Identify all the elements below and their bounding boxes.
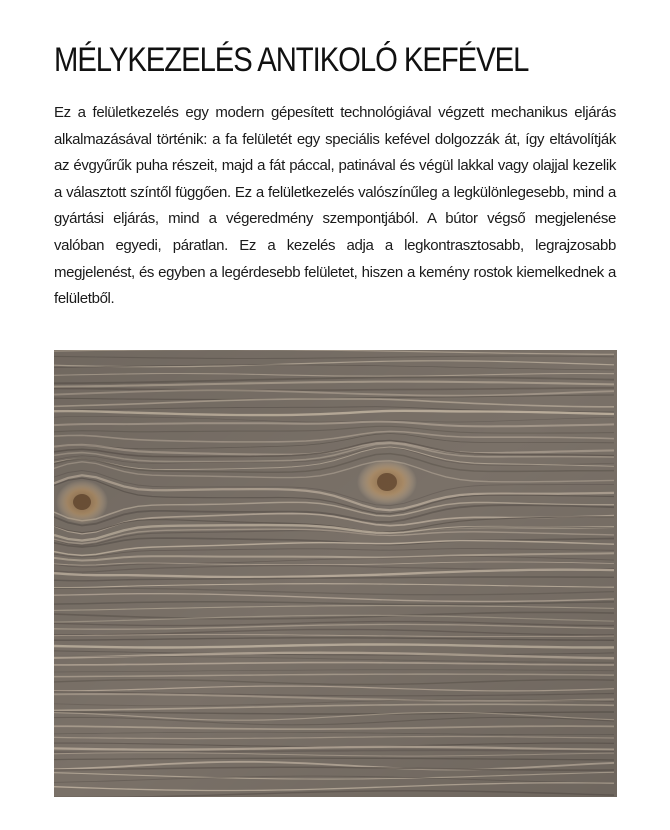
- article: [54, 38, 616, 308]
- page-title: MÉLYKEZELÉS ANTIKOLÓ KEFÉVEL: [54, 41, 529, 79]
- wood-texture-image: [54, 350, 617, 797]
- article-description: Ez a felületkezelés egy modern gépesített technológiával végzett mechanikus eljárás alkalmazásával történik: a fa felületét egy speciális kefével dolgozzák át, így eltávolítják az évgyűrűk puha részeit, majd a fát páccal, patinával és végül lakkal vagy olajjal kezelik a választott színtől függően. Ez a felületkezelés valószínűleg a legkülönlegesebb, mind a gyártási eljárás, mind a végeredmény szempontjából. A bútor végső megjelenése valóban egyedi, páratlan. Ez a kezelés adja a legkontrasztosabb, legrajzosabb megjelenést, és egyben a legérdesebb felületet, hiszen a kemény rostok kiemelkednek a felületből.: [54, 104, 616, 308]
- wood-shade-overlay: [54, 350, 617, 797]
